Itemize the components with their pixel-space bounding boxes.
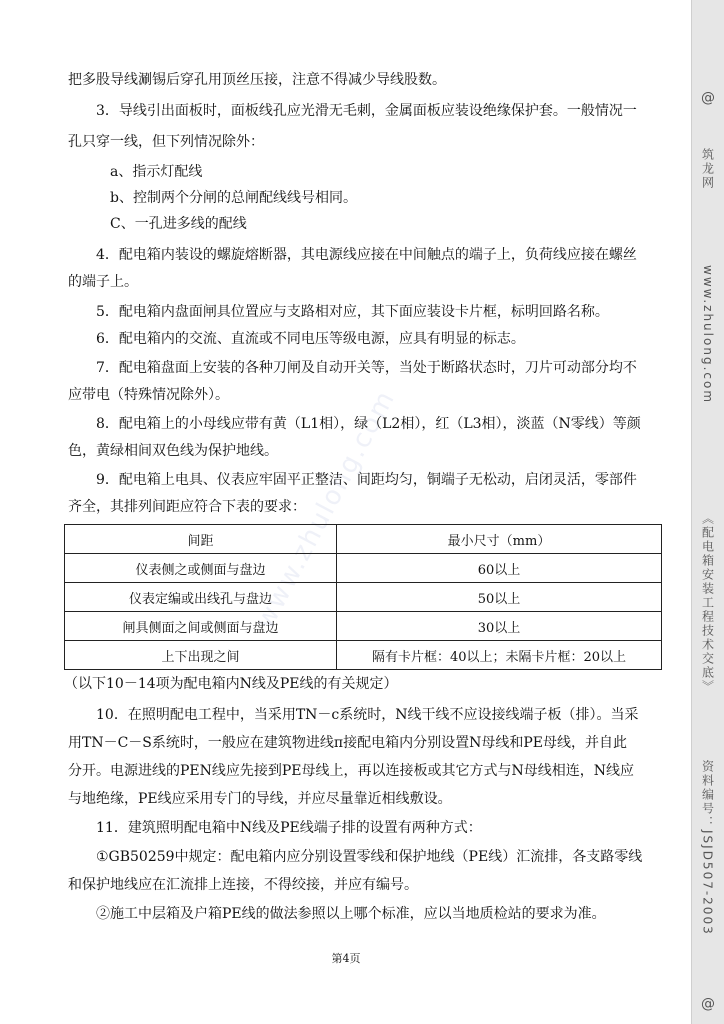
table-header: 间距 — [65, 525, 337, 554]
table-cell: 30以上 — [337, 612, 662, 641]
table-cell: 60以上 — [337, 554, 662, 583]
brand-name: 筑龙网 — [700, 148, 715, 190]
table-cell: 闸具侧面之间或侧面与盘边 — [65, 612, 337, 641]
spacing-table — [64, 524, 662, 670]
body-line: 分开。电源进线的PEN线应先接到PE母线上，再以连接板或其它方式与N母线相连，N线应 — [68, 763, 635, 779]
body-line: ②施工中层箱及户箱PE线的做法参照以上哪个标准，应以当地质检站的要求为准。 — [96, 906, 606, 922]
table-cell: 隔有卡片框：40以上；未隔卡片框：20以上 — [337, 641, 662, 670]
body-line: 应带电（特殊情况除外）。 — [68, 387, 229, 403]
document-number: 资料编号：JSJD507-2003 — [700, 760, 715, 936]
body-line: 的端子上。 — [68, 274, 138, 290]
table-cell: 50以上 — [337, 583, 662, 612]
table-cell: 仪表定编或出线孔与盘边 — [65, 583, 337, 612]
body-line: 10．在照明配电工程中，当采用TN－c系统时，N线干线不应设接线端子板（排）。当采 — [96, 707, 639, 723]
table-row — [65, 641, 662, 670]
page-number: 第4页 — [331, 952, 361, 965]
body-line: 与地绝缘，PE线应采用专门的导线，并应尽量靠近相线敷设。 — [68, 791, 452, 807]
body-line: 4．配电箱内装设的螺旋熔断器，其电源线应接在中间触点的端子上，负荷线应接在螺丝 — [96, 247, 637, 263]
document-title: 《配电箱安装工程技术交底》 — [700, 512, 715, 694]
body-line: 9．配电箱上电具、仪表应牢固平正整洁、间距均匀，铜端子无松动，启闭灵活，零部件 — [96, 472, 637, 488]
body-line: 齐全，其排列间距应符合下表的要求： — [68, 499, 306, 515]
watermark: www.zhulong.com — [250, 384, 402, 635]
list-item: a、指示灯配线 — [110, 164, 203, 180]
body-line: 3．导线引出面板时，面板线孔应光滑无毛刺，金属面板应装设绝缘保护套。一般情况一 — [96, 103, 637, 119]
body-line: 6．配电箱内的交流、直流或不同电压等级电源，应具有明显的标志。 — [96, 331, 525, 347]
table-note: （以下10－14项为配电箱内N线及PE线的有关规定） — [64, 676, 398, 692]
body-line: 5．配电箱内盘面闸具位置应与支路相对应，其下面应装设卡片框，标明回路名称。 — [96, 304, 609, 320]
body-line: 孔只穿一线，但下列情况除外： — [68, 134, 264, 150]
body-line: 用TN－C－S系统时，一般应在建筑物进线π接配电箱内分别设置N母线和PE母线，并自此 — [68, 735, 627, 751]
side-banner — [691, 0, 724, 1024]
at-icon: @ — [701, 90, 715, 106]
body-line: 把多股导线涮锡后穿孔用顶丝压接，注意不得减少导线股数。 — [68, 72, 446, 88]
table-cell: 上下出现之间 — [65, 641, 337, 670]
list-item: b、控制两个分闸的总闸配线线号相同。 — [110, 190, 357, 206]
table-row — [65, 554, 662, 583]
body-line: 和保护地线应在汇流排上连接，不得绞接，并应有编号。 — [68, 877, 418, 893]
list-item: C、一孔进多线的配线 — [110, 216, 247, 232]
table-row — [65, 583, 662, 612]
body-line: 11．建筑照明配电箱中N线及PE线端子排的设置有两种方式： — [96, 820, 482, 836]
table-header: 最小尺寸（mm） — [337, 525, 662, 554]
body-line: 7．配电箱盘面上安装的各种刀闸及自动开关等，当处于断路状态时，刀片可动部分均不 — [96, 360, 637, 376]
body-line: 色，黄绿相间双色线为保护地线。 — [68, 443, 278, 459]
body-line: ①GB50259中规定：配电箱内应分别设置零线和保护地线（PE线）汇流排，各支路零线 — [96, 849, 643, 865]
website-url: www.zhulong.com — [701, 265, 715, 405]
table-header-row — [65, 525, 662, 554]
table-cell: 仪表侧之或侧面与盘边 — [65, 554, 337, 583]
body-line: 8．配电箱上的小母线应带有黄（L1相），绿（L2相），红（L3相），淡蓝（N零线）等颜 — [96, 416, 641, 432]
at-icon: @ — [701, 996, 715, 1012]
table-row — [65, 612, 662, 641]
